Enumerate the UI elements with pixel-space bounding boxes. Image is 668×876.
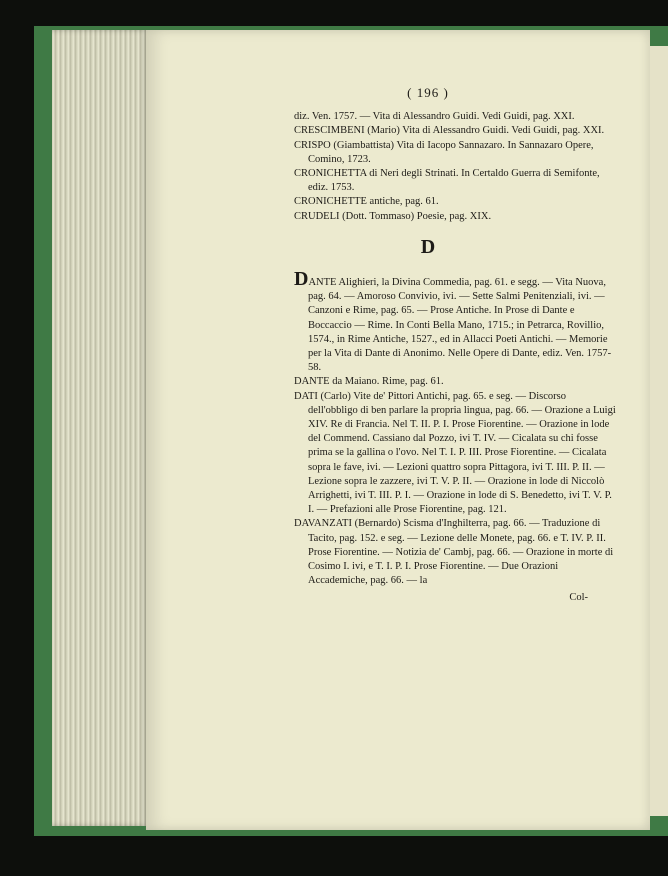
index-entry: CRONICHETTA di Neri degli Strinati. In Certaldo Guerra di Semifonte, ediz. 1753. [294,168,600,194]
index-entry-dante [294,268,618,375]
section-letter: D [420,235,436,258]
catchword: Col- [569,591,588,603]
entry-text: ANTE Alighieri, la Divina Commedia, pag. 61. e segg. — Vita Nuova, pag. 64. — Amoroso Convivio, ivi. — Sette Salmi Penitenziali, ivi. — Canzoni e Rime, pag. 65. — Prose Antiche. In Prose di Dante e Boccaccio — Rime. In Conti Bella Mano, 1715.; in Petrarca, Rovillio, 1574., in Rime Antiche, 1527., ed in Allacci Poeti Antichi. — Memorie per la Vita di Dante di Anonimo. Nelle Opere di Dante, ediz. Ven. 1757-58. [308,277,612,374]
index-entry: CRUDELI (Dott. Tommaso) Poesie, pag. XIX. [294,210,492,222]
index-entry: CRISPO (Giambattista) Vita di Iacopo Sannazaro. In Sannazaro Opere, Comino, 1723. [294,139,594,165]
index-entry: CRESCIMBENI (Mario) Vita di Alessandro Guidi. Vedi Guidi, pag. XXI. [294,125,605,137]
index-entry: CRONICHETTE antiche, pag. 61. [294,196,439,208]
index-entries-d [148,268,644,605]
drop-cap: D [294,268,309,291]
index-entry: DAVANZATI (Bernardo) Scisma d'Inghilterra, pag. 66. — Traduzione di Tacito, pag. 152. e seg. — Lezione delle Monete, pag. 66. e T. IV. P. II. Prose Fiorentine. — Notizia de' Cambj, pag. 66. — Orazione in morte di Cosimo I. ivi, e T. I. P. I. Prose Fiorentine. — Due Orazioni Accademiche, pag. 66. — la [294,518,614,587]
page-number: ( 196 ) [407,85,449,100]
page-stack-edge [52,30,148,826]
index-entry: diz. Ven. 1757. — Vita di Alessandro Guidi. Vedi Guidi, pag. XXI. [294,111,575,123]
index-entries-c [148,110,644,224]
page-text [148,86,644,605]
index-entry: DANTE da Maiano. Rime, pag. 61. [294,376,444,388]
index-entry: DATI (Carlo) Vite de' Pittori Antichi, pag. 65. e seg. — Discorso dell'obbligo di ben parlare la propria lingua, pag. 66. — Orazione a Luigi XIV. Re di Francia. Nel T. II. P. I. Prose Fiorentine. — Orazione in lode del Commend. Cassiano dal Pozzo, ivi T. IV. — Cicalata su chi fosse prima se la gallina o l'ovo. Nel T. I. P. III. Prose Fiorentine. — Cicalata sopra le fave, ivi. — Lezioni quattro sopra Pittagora, ivi T. III. P. II. — Lezione sopra le zazzere, ivi T. V. P. II. — Orazione in lode di Niccolò Arrighetti, ivi T. III. P. I. — Orazione in lode di S. Benedetto, ivi T. V. P. I. — Prefazioni alle Prose Fiorentine, pag. 121. [294,390,616,516]
facing-page-edge [650,46,668,816]
